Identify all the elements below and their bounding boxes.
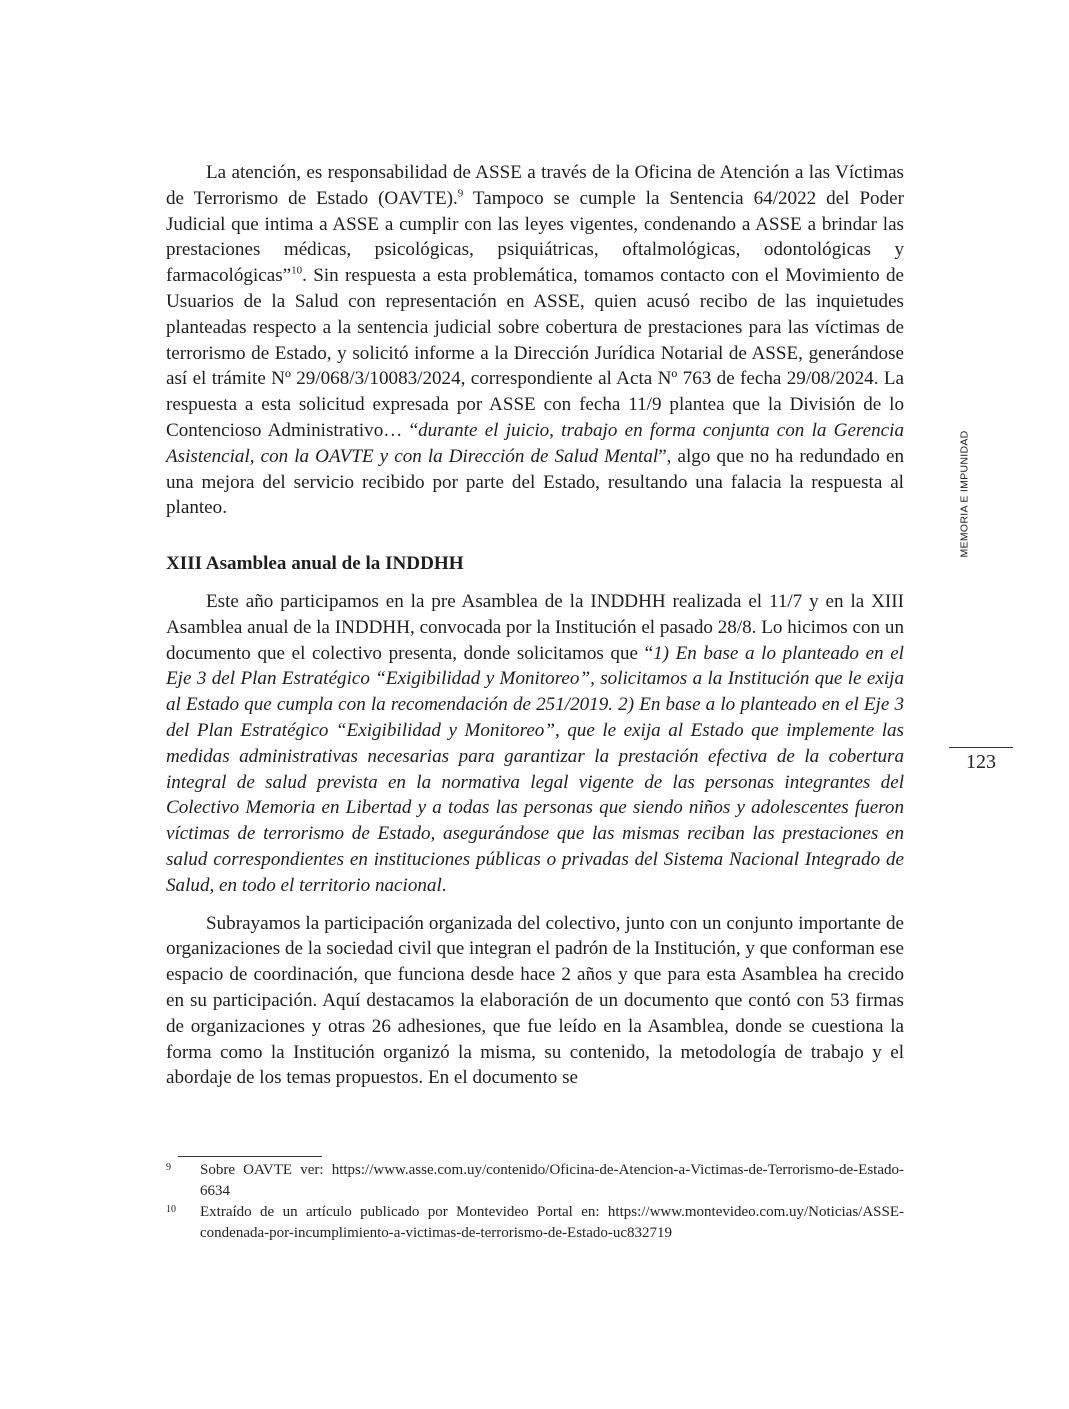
footnote-separator [178, 1156, 322, 1157]
footnote-number: 10 [166, 1204, 176, 1215]
footnote-ref: 10 [291, 264, 303, 277]
text-run: Este año participamos en la pre Asamblea de la INDDHH realizada el 11/7 y en la XIII Asamblea anual de la INDDHH, convocada por la Institución el pasado 28/8. Lo hicimos con un documento que el colectivo presenta, donde solicitamos que “ [166, 590, 904, 664]
footnote-9 [166, 1160, 904, 1202]
main-text [166, 160, 904, 1091]
paragraph-participacion [166, 911, 904, 1092]
page-number-rule [949, 747, 1013, 748]
footnote-10 [166, 1202, 904, 1244]
side-label-text: MEMORIA E IMPUNIDAD [959, 430, 972, 558]
footnote-text: Extraído de un artículo publicado por Montevideo Portal en: https://www.montevideo.com.uy/Noticias/ASSE-condenada-por-incumplimiento-a-victimas-de-terrorismo-de-Estado-uc832719 [200, 1204, 904, 1241]
italic-run: 1) En base a lo planteado en el Eje 3 del Plan Estratégico “Exigibilidad y Monitoreo”, solicitamos a la Institución que le exija al Estado que cumpla con la recomendación de 251/2019. 2) En base a lo planteado en el Eje 3 del Plan Estratégico “Exigibilidad y Monitoreo”, que le exija al Estado que implemente las medidas administrativas necesarias para garantizar la prestación efectiva de la cobertura integral de salud prevista en la normativa legal vigente de las personas integrantes del Colectivo Memoria en Libertad y a todas las personas que siendo niños y adolescentes fueron víctimas de terrorismo de Estado, asegurándose que las mismas reciban las prestaciones en salud correspondientes en instituciones públicas o privadas del Sistema Nacional Integrado de Salud, en todo el territorio nacional [166, 642, 904, 896]
text-run: . [441, 874, 447, 896]
text-run: . Sin respuesta a esta problemática, tomamos contacto con el Movimiento de Usuarios de la Salud con representación en ASSE, quien acusó recibo de las inquietudes planteadas respecto a la sentencia judicial sobre cobertura de prestaciones para las víctimas de terrorismo de Estado, y solicitó informe a la Dirección Jurídica Notarial de ASSE, generándose así el trámite Nº 29/068/3/10083/2024, correspondiente al Acta Nº 763 de fecha 29/08/2024. La respuesta a esta solicitud expresada por ASSE con fecha 11/9 plantea que la División de lo Contencioso Administrativo… “ [166, 265, 904, 441]
text-run: Tampoco se cumple la Sentencia 64/2022 del Poder Judicial que intima a ASSE a cumplir con las leyes vigentes, condenando a ASSE a brindar las prestaciones médicas, psicológicas, psiquiátricas, oftalmológicas, odontológicas y farmacológicas” [166, 187, 904, 287]
italic-run: durante el juicio, trabajo en forma conjunta con la Gerencia Asistencial, con la OAVTE y con la Dirección de Salud Mental [166, 419, 905, 467]
page-number: 123 [966, 751, 996, 773]
paragraph-asamblea [166, 589, 904, 899]
footnote-ref: 9 [457, 187, 464, 200]
footnote-number: 9 [166, 1162, 171, 1173]
text-run: ”, algo que no ha redundado en una mejora del servicio recibido por parte del Estado, resultando una falacia la respuesta al planteo. [166, 445, 904, 519]
text-run: Subrayamos la participación organizada del colectivo, junto con un conjunto importante de organizaciones de la sociedad civil que integran el padrón de la Institución, y que conforman ese espacio de coordinación, que funciona desde hace 2 años y que para esta Asamblea ha crecido en su participación. Aquí destacamos la elaboración de un documento que contó con 53 firmas de organizaciones y otras 26 adhesiones, que fue leído en la Asamblea, donde se cuestiona la forma como la Institución organizó la misma, su contenido, la metodología de trabajo y el abordaje de los temas propuestos. En el documento se [166, 912, 904, 1089]
running-header-vertical [952, 420, 978, 568]
footnotes [166, 1160, 904, 1244]
paragraph-oavte [166, 160, 904, 521]
section-heading: XIII Asamblea anual de la INDDHH [166, 553, 464, 575]
text-run: La atención, es responsabilidad de ASSE a través de la Oficina de Atención a las Víctimas de Terrorismo de Estado (OAVTE). [166, 162, 904, 209]
footnote-text: Sobre OAVTE ver: https://www.asse.com.uy/contenido/Oficina-de-Atencion-a-Victimas-de-Terrorismo-de-Estado-6634 [200, 1162, 904, 1199]
